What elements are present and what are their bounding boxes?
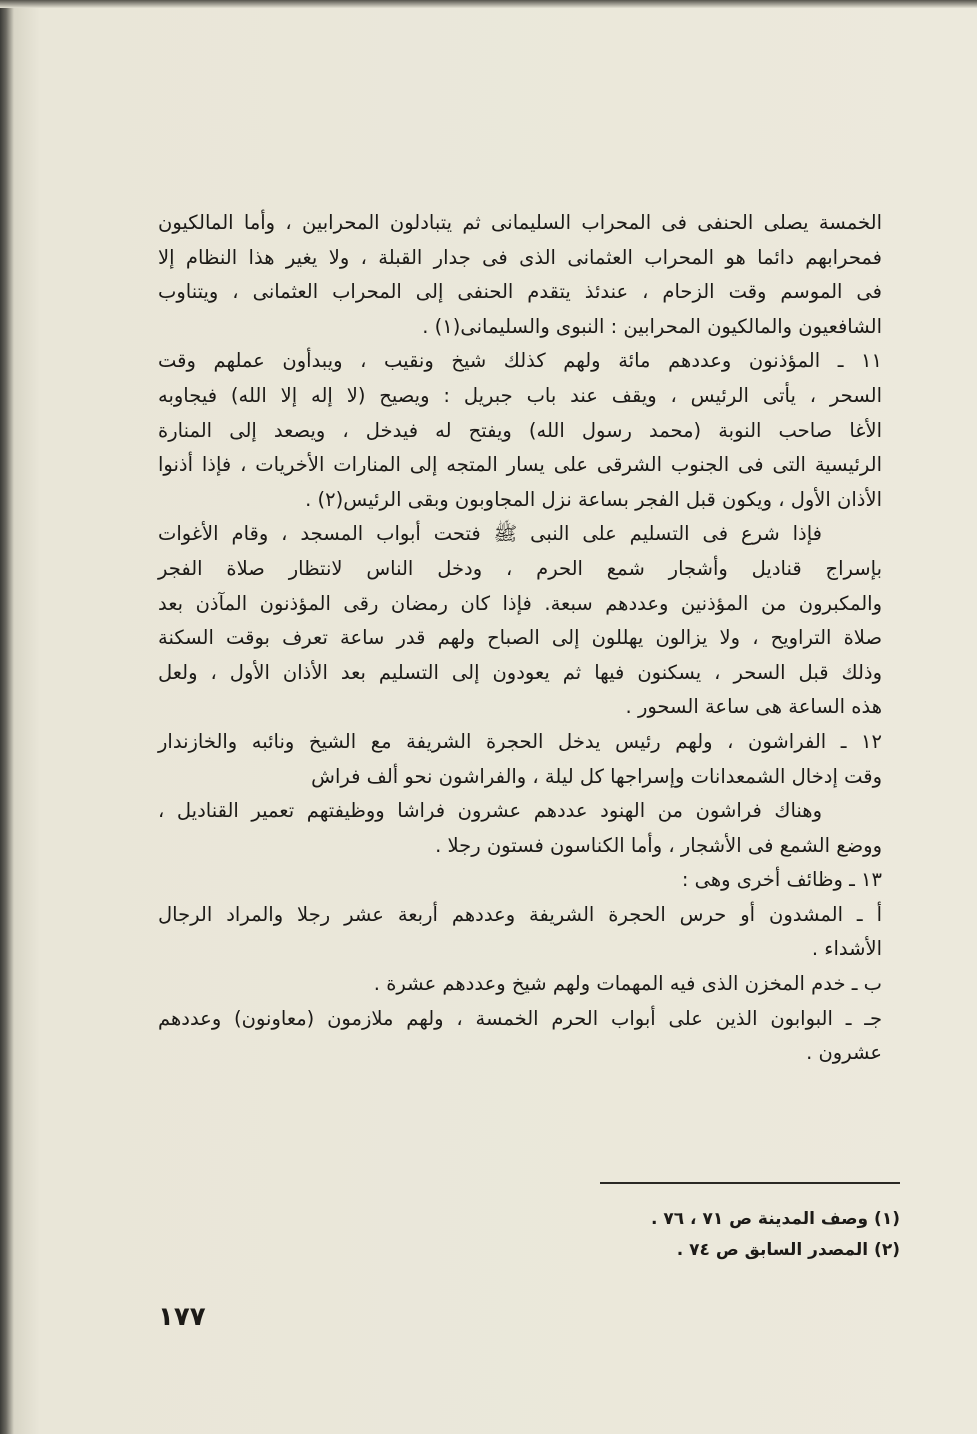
text-line: الرئيسية التى فى الجنوب الشرقى على يسار المتجه إلى المنارات الأخريات ، فإذا أذنوا	[158, 453, 882, 477]
text-line: وهناك فراشون من الهنود عددهم عشرون فراشا ووظيفتهم تعمير القناديل ،	[158, 799, 822, 823]
text-line: ١١ ـ المؤذنون وعددهم مائة ولهم كذلك شيخ ونقيب ، ويبدأون عملهم وقت	[158, 349, 882, 373]
text-line: والمكبرون من المؤذنين وعددهم سبعة. فإذا كان رمضان رقى المؤذنون المآذن بعد	[158, 591, 882, 615]
text-line: ١٣ ـ وظائف أخرى وهى :	[681, 868, 882, 892]
footnotes	[560, 1204, 900, 1266]
text-line: الخمسة يصلى الحنفى فى المحراب السليمانى ثم يتبادلون المحرابين ، وأما المالكيون	[158, 211, 882, 234]
text-line: وقت إدخال الشمعدانات وإسراجها كل ليلة ، والفراشون نحو ألف فراش	[311, 764, 882, 788]
text-line: صلاة التراويح ، ولا يزالون يهللون إلى الصباح ولهم قدر ساعة تعرف بوقت السكنة	[158, 626, 882, 650]
text-line: ب ـ خدم المخزن الذى فيه المهمات ولهم شيخ وعددهم عشرة .	[373, 972, 882, 996]
text-line: السحر ، يأتى الرئيس ، ويقف عند باب جبريل : ويصيح (لا إله إلا الله) فيجاوبه	[158, 383, 882, 407]
text-line: بإسراج قناديل وأشجار شمع الحرم ، ودخل الناس لانتظار صلاة الفجر	[158, 556, 882, 580]
text-line: هذه الساعة هى ساعة السحور .	[625, 695, 882, 719]
text-line: الشافعيون والمالكيون المحرابين : النبوى والسليمانى(١) .	[422, 314, 882, 338]
scan-top-edge	[0, 0, 977, 8]
text-line: ووضع الشمع فى الأشجار ، وأما الكناسون فستون رجلا .	[435, 833, 882, 857]
text-line: أ ـ المشدون أو حرس الحجرة الشريفة وعددهم أربعة عشر رجلا والمراد الرجال	[158, 902, 882, 926]
text-line: فمحرابهم دائما هو المحراب العثمانى الذى فى جدار القبلة ، ولا يغير هذا النظام إلا	[158, 245, 882, 269]
body-text	[158, 206, 882, 1071]
footnote-divider	[600, 1182, 900, 1184]
text-line: وذلك قبل السحر ، يسكنون فيها ثم يعودون إلى التسليم بعد الأذان الأول ، ولعل	[158, 660, 882, 684]
text-line: عشرون .	[806, 1041, 882, 1065]
text-line: ١٢ ـ الفراشون ، ولهم رئيس يدخل الحجرة الشريفة مع الشيخ ونائبه والخازندار	[158, 729, 882, 753]
text-line: جـ ـ البوابون الذين على أبواب الحرم الخمسة ، ولهم ملازمون (معاونون) وعددهم	[158, 1006, 882, 1030]
text-line: الأذان الأول ، ويكون قبل الفجر بساعة نزل المجاوبون وبقى الرئيس(٢) .	[305, 487, 882, 511]
page-number: ١٧٧	[158, 1302, 206, 1332]
footnote-2: (٢) المصدر السابق ص ٧٤ .	[676, 1240, 900, 1260]
text-line: فإذا شرع فى التسليم على النبى ﷺ فتحت أبواب المسجد ، وقام الأغوات	[158, 522, 822, 546]
text-line: الأشداء .	[811, 937, 882, 961]
text-line: فى الموسم وقت الزحام ، عندئذ يتقدم الحنفى إلى المحراب العثمانى ، ويتناوب	[158, 280, 882, 304]
text-line: الأغا صاحب النوبة (محمد رسول الله) ويفتح له فيدخل ، ويصعد إلى المنارة	[158, 418, 882, 442]
footnote-1: (١) وصف المدينة ص ٧١ ، ٧٦ .	[650, 1209, 900, 1229]
